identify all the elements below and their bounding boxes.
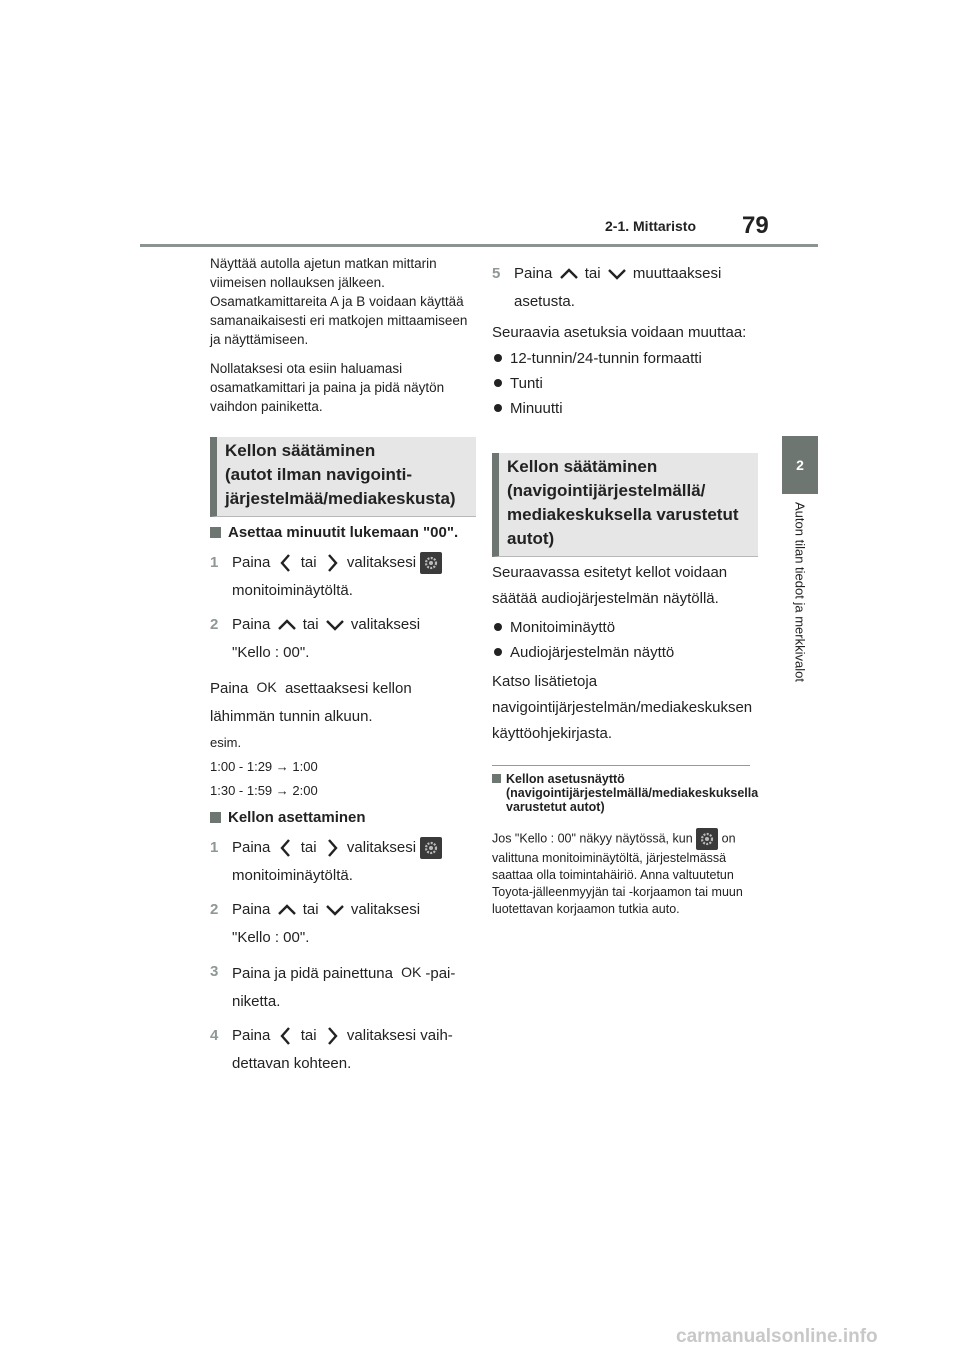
example-line: 1:30 - 1:59 → 2:00 — [210, 783, 318, 798]
chevron-up-icon — [557, 265, 581, 283]
ok-button-symbol: OK — [401, 964, 422, 980]
step: 5 Paina tai muuttaaksesi asetusta. — [492, 265, 722, 310]
chevron-down-icon — [323, 901, 347, 919]
chevron-left-icon — [275, 1025, 297, 1047]
section-heading-no-nav: Kellon säätäminen (autot ilman navigointi- järjestelmää/mediakeskusta) — [210, 437, 476, 517]
step: 4 Paina tai valitaksesi vaih- dettavan kohteen. — [210, 1027, 453, 1072]
right-column-top — [492, 260, 752, 421]
list-item: Tunti — [492, 371, 752, 396]
chevron-up-icon — [275, 616, 299, 634]
reset-paragraph: Nollataksesi ota esiin haluamasi osamatkamittari ja paina ja pidä näytön vaihdon painiketta. — [210, 361, 445, 414]
section-title: 2-1. Mittaristo — [605, 218, 697, 234]
watermark: carmanualsonline.info — [676, 1326, 878, 1347]
header-rule — [140, 244, 818, 247]
chevron-down-icon — [605, 265, 629, 283]
step: 2 Paina tai valitaksesi "Kello : 00". — [210, 901, 421, 946]
gear-icon — [696, 828, 718, 850]
note-paragraph: Jos "Kello : 00" näkyy näytössä, kun on valittuna monitoiminäytöltä, järjestelmässä saattaa olla toimintahäiriö. Anna valtuutetun Toyota-jälleenmyyjän tai -korjaamon tai muun luotettavan korjaamon tutkia auto. — [492, 828, 750, 918]
chevron-left-icon — [275, 837, 297, 859]
chapter-title: Auton tilan tiedot ja merkkivalot — [792, 502, 808, 682]
subheading-set-clock: Kellon asettaminen — [210, 807, 472, 828]
list-item: Monitoiminäyttö — [492, 615, 750, 640]
step: 1 Paina tai valitaksesi monitoiminäytöltä. — [210, 834, 472, 890]
press-ok-text: Paina OK asettaaksesi kellon lähimmän tunnin alkuun. — [210, 673, 472, 731]
list-item: Minuutti — [492, 396, 752, 421]
section-heading-with-nav: Kellon säätäminen (navigointijärjestelmällä/ mediakeskuksella varustetut autot) — [492, 453, 758, 557]
gear-icon — [420, 552, 442, 574]
list-item: Audiojärjestelmän näyttö — [492, 640, 750, 665]
intro-paragraph: Näyttää autolla ajetun matkan mittarin viimeisen nollauksen jälkeen. Osamatkamittareita A ja B voidaan käyttää samanaikaisesti eri matkojen mittaamiseen ja näyttämiseen. — [210, 256, 468, 347]
chevron-right-icon — [321, 1025, 343, 1047]
gear-icon — [420, 837, 442, 859]
subheading-minutes: Asettaa minuutit lukemaan "00". — [210, 522, 472, 543]
chevron-right-icon — [321, 837, 343, 859]
page-number: 79 — [742, 212, 769, 239]
chevron-down-icon — [323, 616, 347, 634]
chevron-left-icon — [275, 552, 297, 574]
divider — [492, 765, 750, 766]
chevron-up-icon — [275, 901, 299, 919]
example-line: 1:00 - 1:29 → 1:00 — [210, 759, 318, 774]
display-intro: Seuraavassa esitetyt kellot voidaan säätää audiojärjestelmän näytöllä. — [492, 564, 728, 607]
settings-intro: Seuraavia asetuksia voidaan muuttaa: — [492, 324, 747, 341]
chevron-right-icon — [321, 552, 343, 574]
ok-button-symbol: OK — [256, 679, 277, 695]
chapter-tab: 2 — [782, 436, 818, 494]
manual-reference: Katso lisätietoja navigointijärjestelmän/mediakeskuksen käyttöohjekirjasta. — [492, 673, 753, 742]
step: 3 Paina ja pidä painettuna OK -pai- niketta. — [210, 958, 472, 1016]
step: 2 Paina tai valitaksesi "Kello : 00". — [210, 616, 421, 661]
step: 1 Paina tai valitaksesi monitoiminäytöltä. — [210, 549, 472, 605]
right-column-bottom — [492, 560, 759, 918]
subheading-clock-screen: Kellon asetusnäyttö (navigointijärjestelmällä/mediakeskuksella varustetut autot) — [492, 772, 750, 814]
example-label: esim. — [210, 735, 242, 750]
left-column — [210, 254, 472, 426]
left-steps — [210, 522, 472, 1078]
list-item: 12-tunnin/24-tunnin formaatti — [492, 346, 752, 371]
